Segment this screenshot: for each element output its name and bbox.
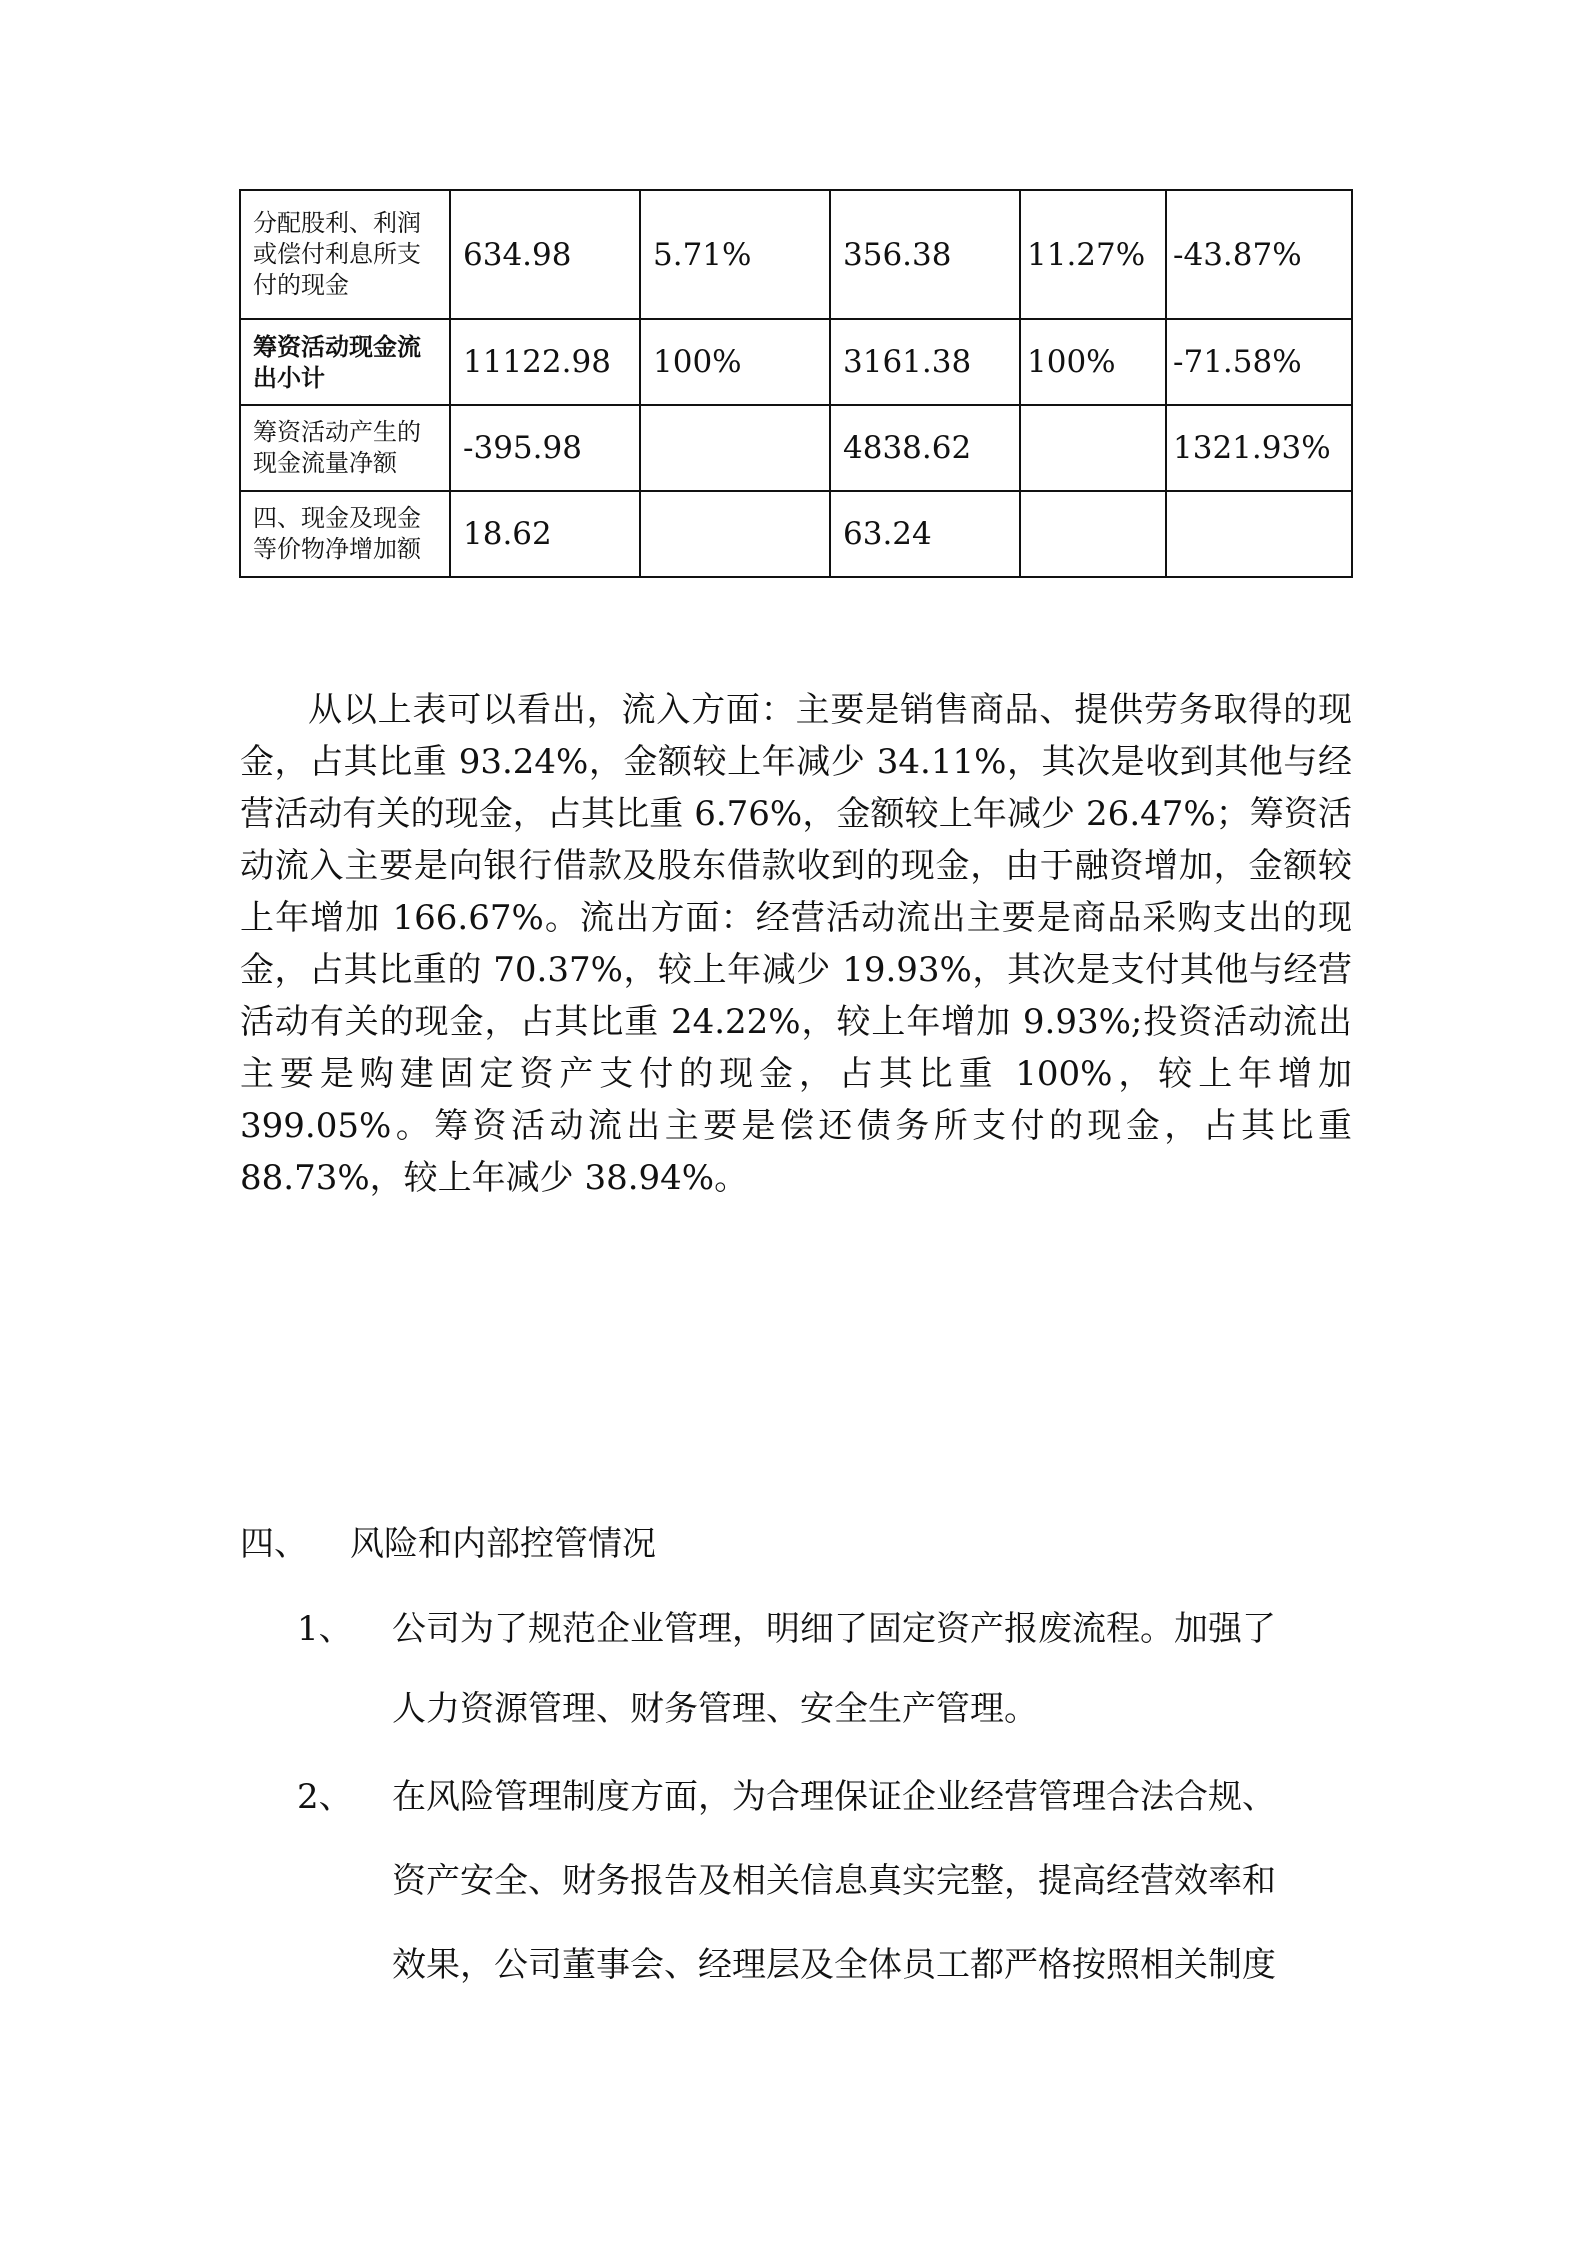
section-number: 四、: [240, 1524, 308, 1564]
table-row: [240, 190, 1352, 319]
list-item-text: 公司为了规范企业管理，明细了固定资产报废流程。加强了: [392, 1609, 1276, 1649]
table-cell: [1020, 405, 1166, 491]
table-cell: -43.87%: [1166, 190, 1352, 319]
table-row: [240, 405, 1352, 491]
row-label: 筹资活动现金流出小计: [240, 319, 450, 405]
table-cell: [1166, 491, 1352, 577]
table-cell: 5.71%: [640, 190, 830, 319]
cash-flow-table: [239, 189, 1353, 578]
list-item-text: 在风险管理制度方面，为合理保证企业经营管理合法合规、: [392, 1777, 1276, 1817]
table-cell: [1020, 491, 1166, 577]
analysis-paragraph: 从以上表可以看出，流入方面：主要是销售商品、提供劳务取得的现金，占其比重 93.24%，金额较上年减少 34.11%，其次是收到其他与经营活动有关的现金，占其比重 6.76%，金额较上年减少 26.47%；筹资活动流入主要是向银行借款及股东借款收到的现金，由于融资增加，金额较上年增加 166.67%。流出方面：经营活动流出主要是商品采购支出的现金，占其比重的 70.37%，较上年减少 19.93%，其次是支付其他与经营活动有关的现金，占其比重 24.22%，较上年增加 9.93%;投资活动流出主要是购建固定资产支付的现金，占其比重 100%，较上年增加 399.05%。筹资活动流出主要是偿还债务所支付的现金，占其比重 88.73%，较上年减少 38.94%。: [240, 690, 1352, 1198]
table-row: [240, 319, 1352, 405]
row-label: 四、现金及现金等价物净增加额: [240, 491, 450, 577]
table-cell: 100%: [640, 319, 830, 405]
list-item-text: 人力资源管理、财务管理、安全生产管理。: [392, 1689, 1038, 1729]
table-cell: 63.24: [830, 491, 1020, 577]
table-cell: [640, 405, 830, 491]
table-cell: 11.27%: [1020, 190, 1166, 319]
row-label: 筹资活动产生的现金流量净额: [240, 405, 450, 491]
list-item-text: 效果，公司董事会、经理层及全体员工都严格按照相关制度: [392, 1945, 1276, 1985]
list-item-text: 资产安全、财务报告及相关信息真实完整，提高经营效率和: [392, 1861, 1276, 1901]
table-row: [240, 491, 1352, 577]
section-title: 风险和内部控管情况: [350, 1524, 656, 1564]
table-cell: 11122.98: [450, 319, 640, 405]
table-cell: -71.58%: [1166, 319, 1352, 405]
table-cell: 4838.62: [830, 405, 1020, 491]
table-cell: 100%: [1020, 319, 1166, 405]
table-cell: 356.38: [830, 190, 1020, 319]
table-cell: -395.98: [450, 405, 640, 491]
list-item-number: 2、: [297, 1777, 353, 1817]
table-cell: 18.62: [450, 491, 640, 577]
row-label: 分配股利、利润或偿付利息所支付的现金: [240, 190, 450, 319]
list-item-number: 1、: [297, 1609, 353, 1649]
table-cell: 1321.93%: [1166, 405, 1352, 491]
table-cell: 634.98: [450, 190, 640, 319]
table-cell: 3161.38: [830, 319, 1020, 405]
table-cell: [640, 491, 830, 577]
